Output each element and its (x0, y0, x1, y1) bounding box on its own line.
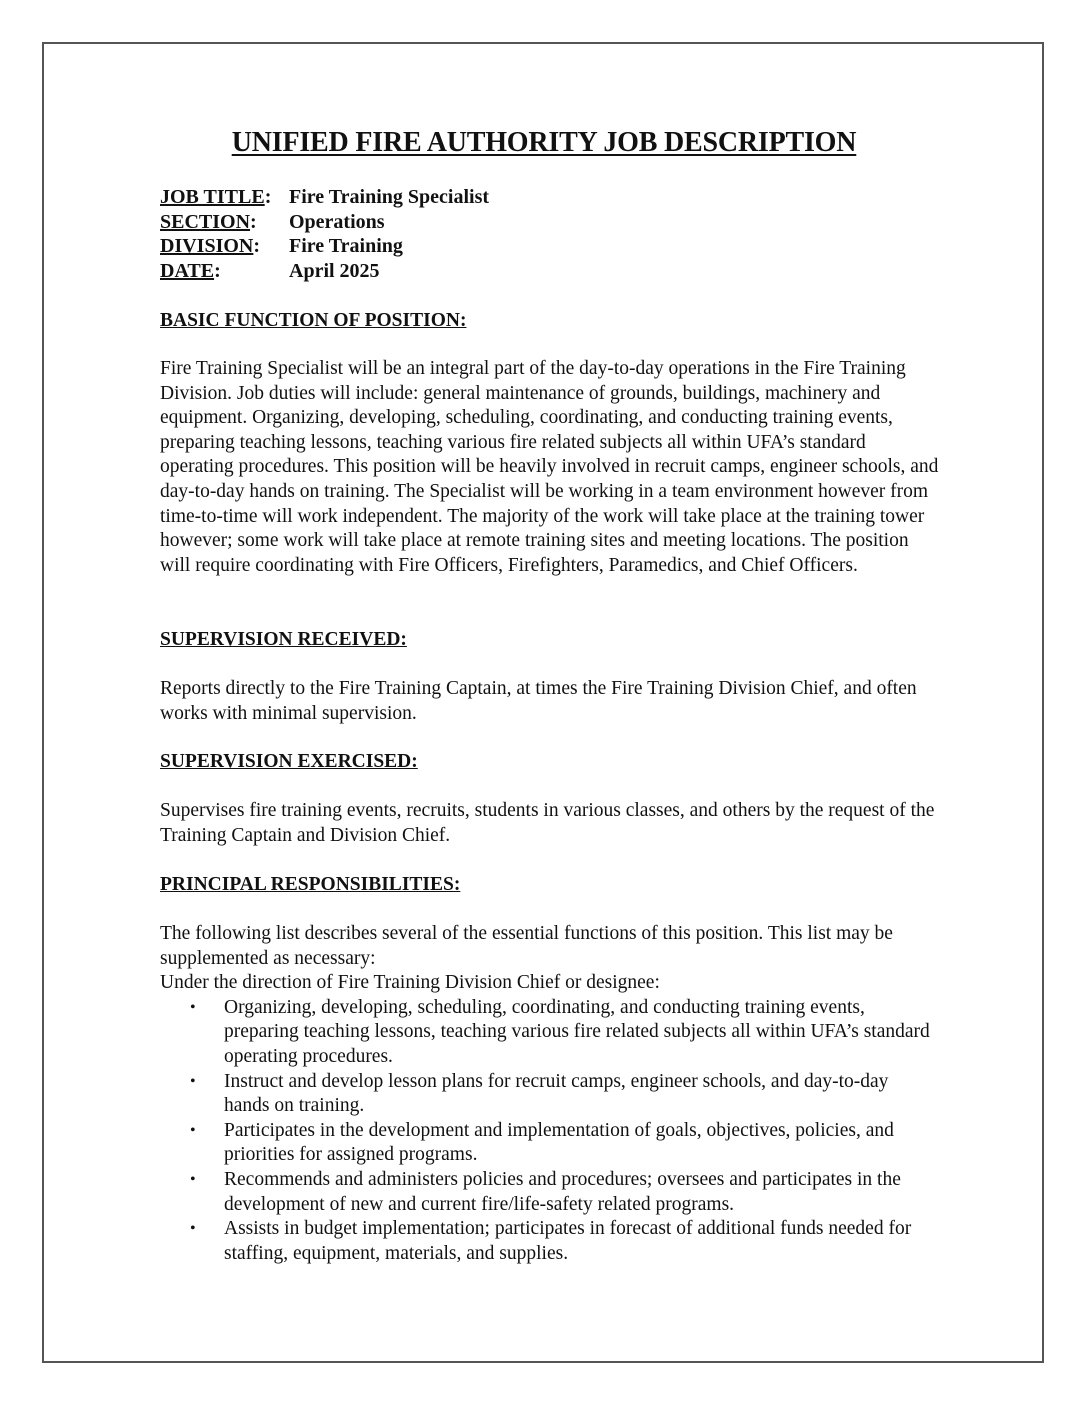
meta-label: JOB TITLE (160, 186, 265, 208)
list-item: • Organizing, developing, scheduling, coordinating, and conducting training events, preparing teaching lessons, teaching various fire related subjects all within UFA’s standard operating procedures. (190, 996, 930, 1067)
bullet-icon: • (190, 1170, 196, 1188)
meta-division: DIVISION: Fire Training (160, 235, 403, 257)
meta-value: Fire Training Specialist (289, 186, 490, 208)
bullet-icon: • (190, 1220, 196, 1238)
meta-label: DATE (160, 259, 215, 282)
list-item: • Participates in the development and implementation of goals, objectives, policies, and priorities for assigned programs. (190, 1119, 894, 1166)
meta-value: Fire Training (289, 235, 403, 257)
paragraph: Fire Training Specialist will be an integral part of the day-to-day operations in the Fire Training Division. Job duties will include: general maintenance of grounds, buildings, machinery and equipment. Organizing, developing, scheduling, coordinating, and conducting training events, preparing teaching lessons, teaching various fire related subjects all within UFA’s standard operating procedures. This position will be heavily involved in recruit camps, engineer schools, and day-to-day hands on training. The Specialist will be working in a team environment however from time-to-time will work independent. The majority of the work will take place at the training tower however; some work will take place at remote training sites and meeting locations. The position will require coordinating with Fire Officers, Firefighters, Paramedics, and Chief Officers. (160, 358, 939, 576)
bullet-icon: • (190, 1121, 196, 1139)
section-heading: SUPERVISION RECEIVED: (160, 629, 407, 650)
section-heading: PRINCIPAL RESPONSIBILITIES: (160, 874, 461, 895)
section-supervision-exercised (160, 750, 940, 775)
meta-date: DATE: April 2025 (160, 259, 380, 282)
meta-label: SECTION (160, 210, 251, 233)
document-title: UNIFIED FIRE AUTHORITY JOB DESCRIPTION (231, 127, 857, 158)
meta-value: April 2025 (289, 259, 380, 282)
section-supervision-exercised-body (160, 799, 940, 848)
bullet-icon: • (190, 998, 196, 1016)
list-item: • Assists in budget implementation; participates in forecast of additional funds needed for staffing, equipment, materials, and supplies. (190, 1218, 912, 1264)
meta-section: SECTION: Operations (160, 210, 385, 233)
lead-line: Under the direction of Fire Training Division Chief or designee: (160, 972, 660, 994)
section-heading: BASIC FUNCTION OF POSITION: (160, 310, 467, 331)
intro-paragraph: The following list describes several of the essential functions of this position. This list may be supplemented as necessary: (160, 923, 893, 969)
meta-label: DIVISION (160, 235, 254, 257)
section-principal-responsibilities-body (160, 922, 935, 1266)
bullet-icon: • (190, 1072, 196, 1090)
responsibilities-list (160, 996, 935, 1267)
section-basic-function (160, 309, 940, 334)
meta-job-title: JOB TITLE: Fire Training Specialist (160, 186, 490, 208)
list-item: • Recommends and administers policies and procedures; oversees and participates in the development of new and current fire/life-safety related programs. (190, 1168, 901, 1215)
list-item: • Instruct and develop lesson plans for recruit camps, engineer schools, and day-to-day hands on training. (190, 1070, 889, 1117)
section-supervision-received (160, 628, 940, 653)
job-meta (160, 185, 489, 283)
meta-value: Operations (289, 210, 385, 233)
paragraph: Supervises fire training events, recruits, students in various classes, and others by the request of the Training Captain and Division Chief. (160, 800, 935, 846)
paragraph: Reports directly to the Fire Training Captain, at times the Fire Training Division Chief, and often works with minimal supervision. (160, 678, 917, 724)
section-supervision-received-body (160, 677, 940, 726)
section-principal-responsibilities (160, 873, 940, 898)
section-basic-function-body (160, 357, 940, 578)
section-heading: SUPERVISION EXERCISED: (160, 751, 418, 772)
